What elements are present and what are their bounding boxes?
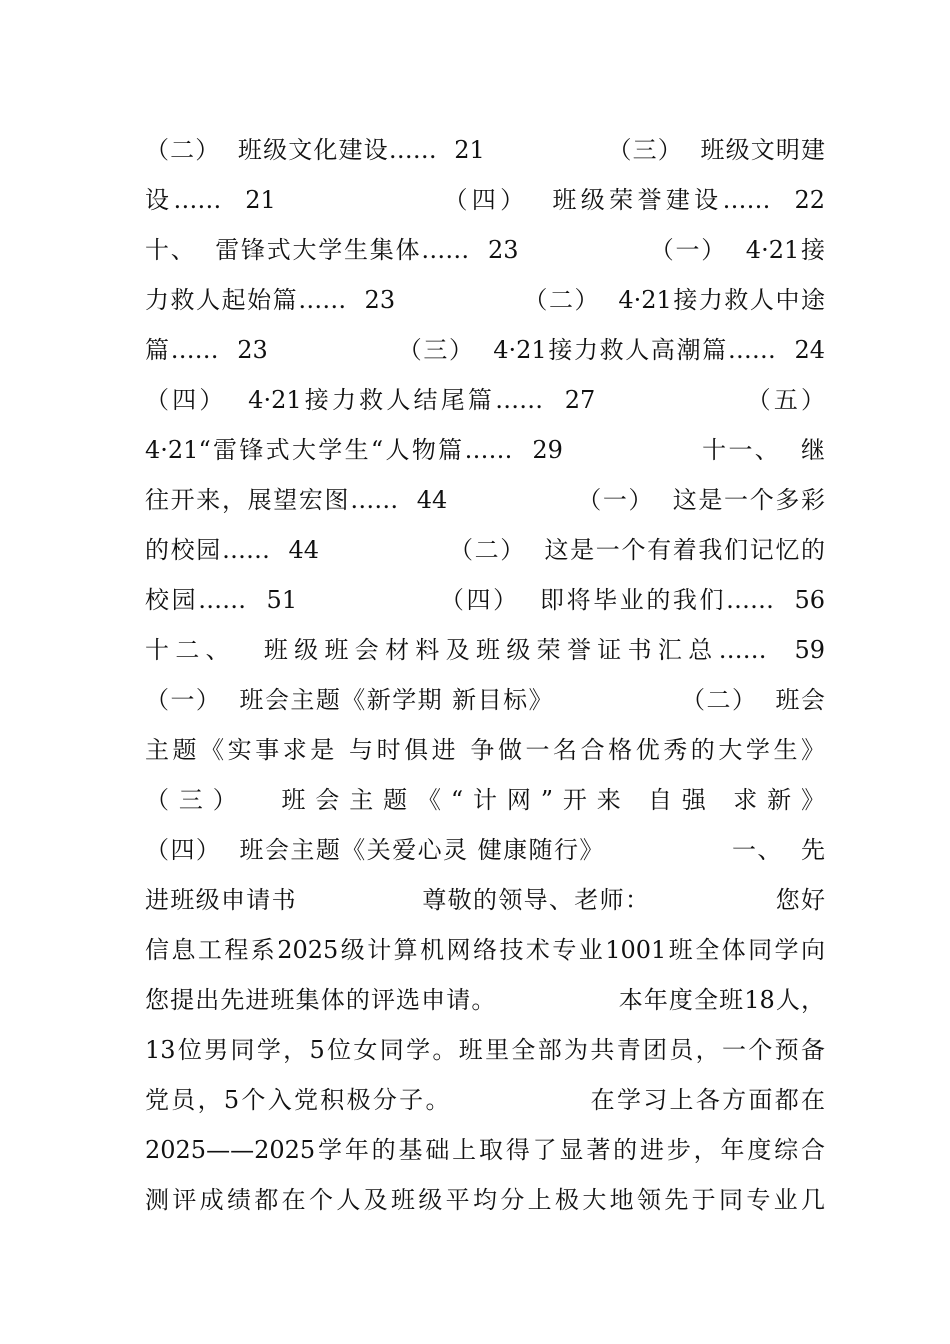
text-line: （一） 班会主题《新学期 新目标》 （二） 班会 xyxy=(145,686,825,714)
text-line: 往开来，展望宏图…… 44 （一） 这是一个多彩 xyxy=(145,486,825,514)
text-line: 测评成绩都在个人及班级平均分上极大地领先于同专业几 xyxy=(145,1186,825,1214)
text-line: （四） 班会主题《关爱心灵 健康随行》 一、 先 xyxy=(145,836,825,864)
text-line: 信息工程系2025级计算机网络技术专业1001班全体同学向 xyxy=(145,936,825,964)
text-line: 13位男同学，5位女同学。班里全部为共青团员，一个预备 xyxy=(145,1036,825,1064)
text-line: （四） 4·21接力救人结尾篇…… 27 （五） xyxy=(145,386,825,414)
text-line: （三） 班会主题《“计网”开来 自强 求新》 xyxy=(145,786,825,814)
text-line: 进班级申请书 尊敬的领导、老师： 您好 xyxy=(145,886,825,914)
text-line: 主题《实事求是 与时俱进 争做一名合格优秀的大学生》 xyxy=(145,736,825,764)
text-line: 2025——2025学年的基础上取得了显著的进步，年度综合 xyxy=(145,1136,825,1164)
text-line: （二） 班级文化建设…… 21 （三） 班级文明建 xyxy=(145,136,825,164)
text-line: 您提出先进班集体的评选申请。 本年度全班18人， xyxy=(145,986,825,1014)
text-line: 校园…… 51 （四） 即将毕业的我们…… 56 xyxy=(145,586,825,614)
text-line: 力救人起始篇…… 23 （二） 4·21接力救人中途 xyxy=(145,286,825,314)
text-line: 党员，5个入党积极分子。 在学习上各方面都在 xyxy=(145,1086,825,1114)
text-line: 设…… 21 （四） 班级荣誉建设…… 22 xyxy=(145,186,825,214)
text-line: 篇…… 23 （三） 4·21接力救人高潮篇…… 24 xyxy=(145,336,825,364)
text-line: 十、 雷锋式大学生集体…… 23 （一） 4·21接 xyxy=(145,236,825,264)
text-line: 十二、 班级班会材料及班级荣誉证书汇总…… 59 xyxy=(145,636,825,664)
text-line: 4·21“雷锋式大学生“人物篇…… 29 十一、 继 xyxy=(145,436,825,464)
text-line: 的校园…… 44 （二） 这是一个有着我们记忆的 xyxy=(145,536,825,564)
